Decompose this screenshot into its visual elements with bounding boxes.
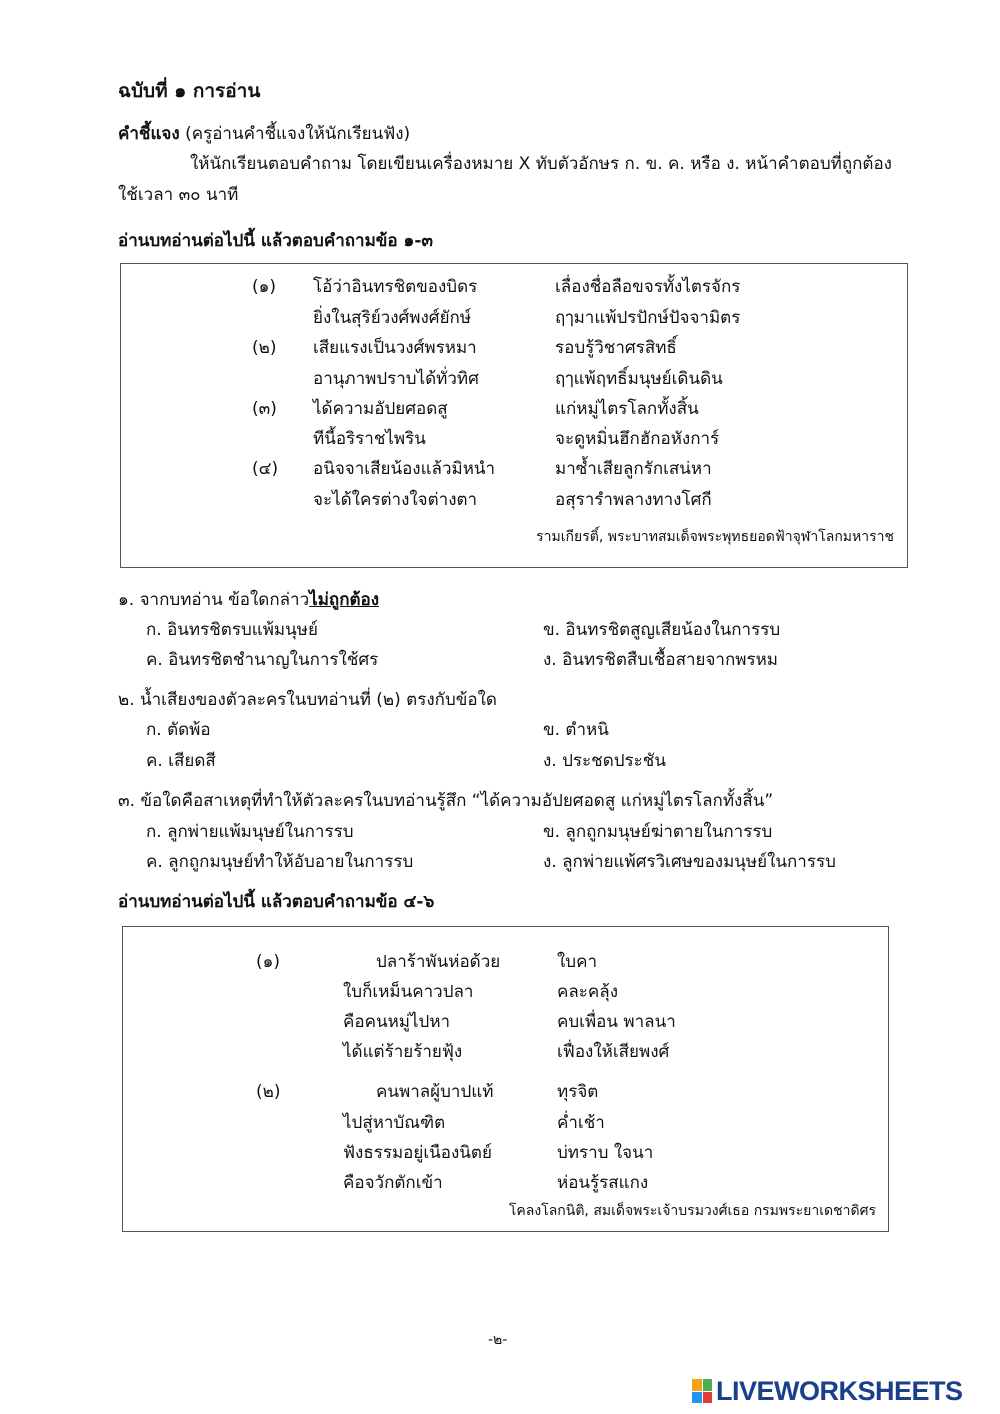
poem-line: ได้แต่ร้ายร้ายฟุ้ง: [343, 1042, 463, 1062]
poem-box-2: [122, 926, 889, 1232]
poem-line: ไปสู่หาบัณฑิต: [343, 1113, 446, 1133]
poem-line: ทีนี้อริราชไพริน: [313, 429, 426, 449]
poem-line: บ่ทราบ ใจนา: [557, 1143, 654, 1163]
poem-box-1: [120, 263, 908, 568]
instructions-label: คำชี้แจง: [118, 124, 180, 144]
poem-line: ยิ่งในสุริย์วงศ์พงศ์ยักษ์: [313, 308, 472, 328]
poem-line: ได้ความอัปยศอดสู: [313, 399, 448, 419]
section2-heading: อ่านบทอ่านต่อไปนี้ แล้วตอบคำถามข้อ ๔-๖: [118, 892, 435, 912]
question-1: [118, 590, 379, 610]
poem-line: ฤๅแพ้ฤทธิ์มนุษย์เดินดิน: [555, 369, 723, 389]
poem-line: อนิจจาเสียน้องแล้วมิหนำ: [313, 459, 496, 479]
section1-heading: อ่านบทอ่านต่อไปนี้ แล้วตอบคำถามข้อ ๑-๓: [118, 231, 434, 251]
logo-square-icon: [692, 1392, 702, 1404]
poem-line: อานุภาพปราบได้ทั่วทิศ: [313, 369, 479, 389]
poem-source: โคลงโลกนิติ, สมเด็จพระเจ้าบรมวงศ์เธอ กรมพระยาเดชาดิศร: [508, 1203, 876, 1219]
poem-line: แก่หมู่ไตรโลกทั้งสิ้น: [555, 399, 699, 419]
poem-line: คละคลุ้ง: [557, 982, 619, 1002]
page-heading: ฉบับที่ ๑ การอ่าน: [118, 80, 261, 102]
instructions-line1: ให้นักเรียนตอบคำถาม โดยเขียนเครื่องหมาย X ทับตัวอักษร ก. ข. ค. หรือ ง. หน้าคำตอบที่ถูกต้อง: [190, 154, 892, 174]
choice-option[interactable]: ง. อินทรชิตสืบเชื้อสายจากพรหม: [543, 650, 779, 670]
poem-line: ห่อนรู้รสแกง: [557, 1173, 649, 1193]
question-stem: ๑. จากบทอ่าน ข้อใดกล่าว: [118, 590, 310, 610]
question-2: ๒. น้ำเสียงของตัวละครในบทอ่านที่ (๒) ตรงกับข้อใด: [118, 690, 497, 710]
poem-line: ฤๅมาแพ้ปรปักษ์ปัจจามิตร: [555, 308, 741, 328]
choice-option[interactable]: ข. ตำหนิ: [543, 720, 609, 740]
poem-line: ฟังธรรมอยู่เนืองนิตย์: [343, 1143, 492, 1163]
stanza-number: (๒): [252, 338, 277, 358]
poem-line: เลื่องชื่อลือขจรทั้งไตรจักร: [555, 277, 741, 297]
poem-line: เฟื่องให้เสียพงศ์: [557, 1042, 670, 1062]
poem-line: ใบก็เหม็นคาวปลา: [343, 982, 474, 1002]
poem-line: ค่ำเช้า: [557, 1113, 605, 1133]
choice-option[interactable]: ค. เสียดสี: [146, 751, 216, 771]
choice-option[interactable]: ค. ลูกถูกมนุษย์ทำให้อับอายในการรบ: [146, 852, 414, 872]
stanza-number: (๑): [256, 952, 281, 972]
page-number: -๒-: [488, 1332, 508, 1348]
logo-square-icon: [703, 1392, 713, 1404]
instructions: [118, 124, 410, 144]
choice-option[interactable]: ข. ลูกถูกมนุษย์ฆ่าตายในการรบ: [543, 822, 773, 842]
choice-option[interactable]: ก. ตัดพ้อ: [146, 720, 211, 740]
liveworksheets-logo-text: LIVEWORKSHEETS: [716, 1375, 963, 1406]
poem-line: คนพาลผู้บาปแท้: [376, 1082, 494, 1102]
poem-line: ใบคา: [557, 952, 598, 972]
choice-option[interactable]: ง. ประชดประชัน: [543, 751, 666, 771]
poem-line: เสียแรงเป็นวงศ์พรหมา: [313, 338, 477, 358]
poem-line: มาซ้ำเสียลูกรักเสน่หา: [555, 459, 712, 479]
poem-source: รามเกียรติ์, พระบาทสมเด็จพระพุทธยอดฟ้าจุฬาโลกมหาราช: [536, 529, 894, 545]
poem-line: ปลาร้าพันห่อด้วย: [376, 952, 501, 972]
logo-square-icon: [692, 1379, 702, 1391]
poem-line: โอ้ว่าอินทรชิตของบิดร: [313, 277, 478, 297]
poem-line: รอบรู้วิชาศรสิทธิ์: [555, 338, 677, 358]
poem-line: คบเพื่อน พาลนา: [557, 1012, 676, 1032]
stanza-number: (๒): [256, 1082, 281, 1102]
stanza-number: (๑): [252, 277, 277, 297]
choice-option[interactable]: ค. อินทรชิตชำนาญในการใช้ศร: [146, 650, 379, 670]
poem-line: คือจวักตักเข้า: [343, 1173, 443, 1193]
choice-option[interactable]: ข. อินทรชิตสูญเสียน้องในการรบ: [543, 620, 781, 640]
instructions-note: (ครูอ่านคำชี้แจงให้นักเรียนฟัง): [179, 124, 411, 144]
liveworksheets-logo: [692, 1376, 963, 1406]
choice-option[interactable]: ง. ลูกพ่ายแพ้ศรวิเศษของมนุษย์ในการรบ: [543, 852, 836, 872]
poem-line: จะได้ใครต่างใจต่างตา: [313, 490, 478, 510]
stanza-number: (๓): [252, 399, 277, 419]
poem-line: คือคนหมู่ไปหา: [343, 1012, 451, 1032]
poem-line: จะดูหมิ่นฮึกฮักอหังการ์: [555, 429, 720, 449]
poem-line: ทุรจิต: [557, 1082, 599, 1102]
question-3: ๓. ข้อใดคือสาเหตุที่ทำให้ตัวละครในบทอ่านรู้สึก “ได้ความอัปยศอดสู แก่หมู่ไตรโลกทั้งสิ้น”: [118, 791, 774, 811]
poem-line: อสุรารำพลางทางโศกี: [555, 490, 712, 510]
logo-square-icon: [703, 1379, 713, 1391]
liveworksheets-logo-icon: [692, 1379, 712, 1403]
choice-option[interactable]: ก. อินทรชิตรบแพ้มนุษย์: [146, 620, 318, 640]
question-emphasis: ไม่ถูกต้อง: [309, 590, 380, 610]
choice-option[interactable]: ก. ลูกพ่ายแพ้มนุษย์ในการรบ: [146, 822, 354, 842]
instructions-line2: ใช้เวลา ๓๐ นาที: [118, 185, 239, 205]
stanza-number: (๔): [252, 459, 279, 479]
